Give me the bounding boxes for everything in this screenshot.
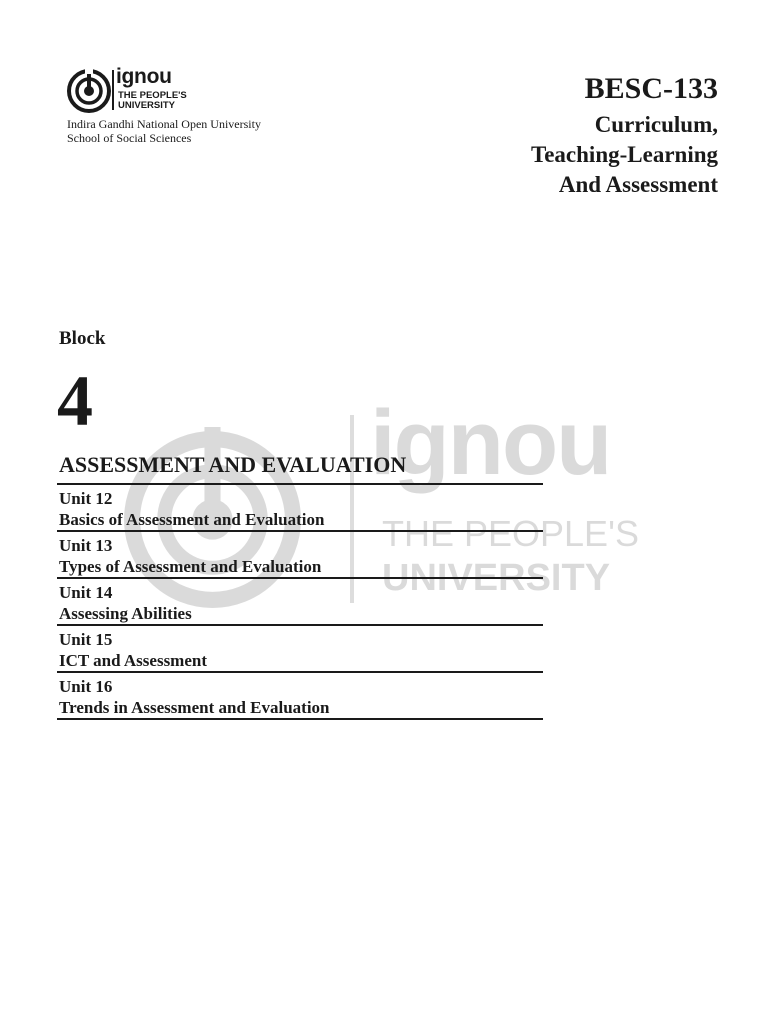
- block-title: ASSESSMENT AND EVALUATION: [59, 452, 407, 477]
- unit-label: Unit 16: [59, 677, 113, 696]
- logo-tagline-1: THE PEOPLE'S: [118, 90, 187, 101]
- org-name: Indira Gandhi National Open University: [67, 117, 261, 131]
- unit-item: [57, 579, 543, 626]
- unit-title: ICT and Assessment: [59, 651, 208, 670]
- watermark-wordmark: ignou: [370, 392, 611, 494]
- course-title-line: Curriculum,: [594, 112, 718, 137]
- unit-label: Unit 14: [59, 583, 113, 602]
- unit-label: Unit 13: [59, 536, 113, 555]
- block-number: 4: [57, 361, 93, 441]
- unit-title: Basics of Assessment and Evaluation: [59, 510, 325, 529]
- unit-item: [57, 485, 543, 532]
- course-title-line: Teaching-Learning: [530, 142, 718, 167]
- ignou-emblem-icon: [66, 68, 112, 114]
- watermark-tagline-1: THE PEOPLE'S: [382, 513, 639, 554]
- course-title: [531, 110, 718, 200]
- unit-item: [57, 532, 543, 579]
- logo-divider: [112, 70, 114, 110]
- school-name: School of Social Sciences: [67, 131, 192, 145]
- unit-title: Types of Assessment and Evaluation: [59, 557, 322, 576]
- course-title-line: And Assessment: [558, 172, 718, 197]
- logo-tagline-2: UNIVERSITY: [118, 100, 176, 111]
- unit-title: Trends in Assessment and Evaluation: [59, 698, 330, 717]
- unit-label: Unit 12: [59, 489, 113, 508]
- block-label: Block: [59, 328, 106, 349]
- unit-list: [57, 483, 543, 720]
- unit-label: Unit 15: [59, 630, 113, 649]
- course-code: BESC-133: [584, 72, 718, 105]
- unit-title: Assessing Abilities: [59, 604, 192, 623]
- logo-wordmark: ignou: [116, 65, 172, 88]
- watermark-tagline-2: UNIVERSITY: [382, 557, 611, 599]
- unit-item: [57, 626, 543, 673]
- unit-item: [57, 673, 543, 720]
